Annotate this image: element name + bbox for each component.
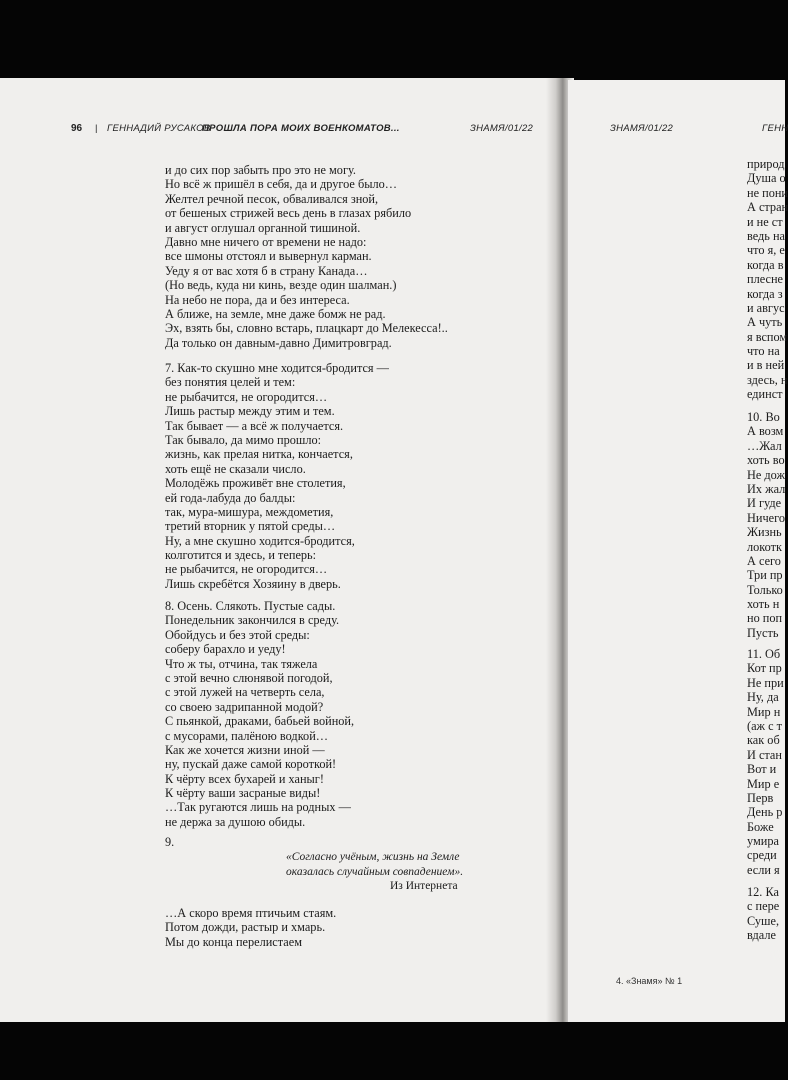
poem-line: Пусть bbox=[747, 625, 779, 640]
poem-line: И гуде bbox=[747, 496, 782, 511]
epigraph-line: «Согласно учёным, жизнь на Земле bbox=[286, 851, 460, 863]
poem-line: Как же хочется жизни иной — bbox=[165, 742, 325, 757]
poem-line: (Но ведь, куда ни кинь, везде один шалман.) bbox=[165, 278, 397, 293]
poem-line: хоть ещё не сказали число. bbox=[165, 461, 306, 476]
poem-line: Желтел речной песок, обваливался зной, bbox=[165, 191, 379, 206]
poem-line: И стан bbox=[747, 747, 782, 762]
poem-line: Не при bbox=[747, 675, 784, 690]
poem-line: не пони bbox=[747, 185, 788, 200]
poem-line: Так бывает — а всё ж получается. bbox=[165, 418, 344, 433]
poem-line: хоть н bbox=[747, 597, 780, 612]
poem-line: локотк bbox=[747, 539, 782, 554]
poem-line: На небо не пора, да и без интереса. bbox=[165, 292, 350, 307]
poem-line: Боже bbox=[747, 819, 774, 834]
poem-line: Не дож bbox=[747, 467, 786, 482]
poem-line: с этой вечно слюнявой погодой, bbox=[165, 670, 333, 685]
poem-line: А сего bbox=[747, 553, 781, 568]
poem-line: Мир н bbox=[747, 704, 781, 719]
right-stanza-11 bbox=[747, 647, 784, 877]
poem-line: если я bbox=[747, 862, 780, 877]
poem-line: со своею задрипанной модой? bbox=[165, 699, 324, 714]
poem-line: Лишь скребётся Хозяину в дверь. bbox=[165, 576, 341, 591]
epigraph-source: Из Интернета bbox=[390, 880, 458, 892]
stanza-continuation bbox=[165, 163, 448, 350]
epigraph-line: оказалась случайным совпадением». bbox=[286, 866, 464, 878]
header-author-fragment: ГЕНН bbox=[762, 123, 788, 134]
poem-line: умира bbox=[747, 834, 779, 849]
poem-line: здесь, н bbox=[747, 372, 788, 387]
poem-line: что я, е bbox=[747, 243, 785, 258]
poem-line: Давно мне ничего от времени не надо: bbox=[165, 234, 367, 249]
header-title: ПРОШЛА ПОРА МОИХ ВОЕНКОМАТОВ... bbox=[202, 123, 400, 134]
poem-line: с пере bbox=[747, 899, 780, 914]
poem-line: не рыбачится, не огородится… bbox=[165, 562, 328, 577]
poem-line: …Жал bbox=[747, 438, 782, 453]
right-stanza-12 bbox=[747, 885, 779, 943]
poem-line: Ничего bbox=[747, 510, 785, 525]
poem-line: так, мура-мишура, междометия, bbox=[165, 504, 334, 519]
poem-line: К чёрту ваши засраные виды! bbox=[165, 786, 321, 801]
poem-line: и в ней bbox=[747, 358, 785, 373]
right-stanza-continuation bbox=[747, 157, 788, 402]
poem-line: когда в bbox=[747, 257, 784, 272]
poem-line: ей года-лабуда до балды: bbox=[165, 490, 296, 505]
poem-line: Потом дожди, растыр и хмарь. bbox=[165, 920, 326, 935]
poem-line: и до сих пор забыть про это не могу. bbox=[165, 163, 356, 177]
poem-line: как об bbox=[747, 733, 780, 748]
page-number: 96 bbox=[71, 123, 83, 134]
poem-line: Эх, взять бы, словно встарь, плацкарт до Мелекесса!.. bbox=[165, 321, 448, 336]
poem-line: 12. Ка bbox=[747, 885, 779, 899]
stanza-number: 9. bbox=[165, 835, 175, 849]
poem-line: Душа о bbox=[747, 171, 786, 186]
poem-line: Кот пр bbox=[747, 661, 782, 676]
poem-line: Суше, bbox=[747, 913, 780, 928]
poem-line: не рыбачится, не огородится… bbox=[165, 389, 328, 404]
poem-line: все шмоны отстоял и вывернул карман. bbox=[165, 249, 372, 264]
poem-line: Что ж ты, отчина, так тяжела bbox=[165, 656, 318, 671]
poem-line: А чуть bbox=[747, 315, 783, 330]
poem-line: что на bbox=[747, 344, 780, 359]
poem-line: с этой лужей на четверть села, bbox=[165, 685, 325, 700]
right-page bbox=[568, 80, 788, 1022]
poem-line: 11. Об bbox=[747, 647, 781, 661]
poem-line: А ближе, на земле, мне даже бомж не рад. bbox=[165, 306, 386, 321]
poem-line: но поп bbox=[747, 611, 783, 626]
poem-line: …Так ругаются лишь на родных — bbox=[165, 800, 351, 815]
poem-line: Обойдусь и без этой среды: bbox=[165, 627, 310, 642]
poem-line: колготится и здесь, и теперь: bbox=[165, 548, 317, 563]
poem-line: Мы до конца перелистаем bbox=[165, 934, 302, 949]
left-page bbox=[0, 78, 556, 1022]
stanza-7 bbox=[165, 361, 389, 591]
poem-line: соберу барахло и уеду! bbox=[165, 642, 286, 657]
poem-line: Только bbox=[747, 582, 783, 597]
poem-line: С пьянкой, драками, бабьей войной, bbox=[165, 714, 355, 729]
signature-mark: 4. «Знамя» № 1 bbox=[616, 976, 683, 986]
header-journal: ЗНАМЯ/01/22 bbox=[470, 123, 534, 134]
poem-line: Ну, а мне скушно ходится-бродится, bbox=[165, 533, 355, 548]
poem-line: когда з bbox=[747, 286, 783, 301]
poem-line: ведь на bbox=[747, 228, 786, 243]
header-separator: | bbox=[95, 123, 98, 134]
poem-line: и не ст bbox=[747, 214, 783, 229]
poem-line: ну, пускай даже самой короткой! bbox=[165, 757, 337, 772]
poem-line: я вспом bbox=[747, 329, 788, 344]
poem-line: жизнь, как прелая нитка, кончается, bbox=[165, 447, 353, 462]
poem-line: Да только он давным-давно Димитровград. bbox=[165, 335, 392, 350]
poem-line: А стран bbox=[747, 200, 788, 215]
poem-line: Молодёжь проживёт вне столетия, bbox=[165, 476, 346, 491]
poem-line: (аж с т bbox=[747, 718, 783, 733]
poem-line: К чёрту всех бухарей и ханыг! bbox=[165, 771, 324, 786]
poem-line: Их жал bbox=[747, 481, 786, 496]
poem-line: Понедельник закончился в среду. bbox=[165, 613, 340, 628]
poem-line: и август оглушал органной тишиной. bbox=[165, 220, 361, 235]
poem-line: 7. Как-то скушно мне ходится-бродится — bbox=[165, 361, 389, 375]
poem-line: вдале bbox=[747, 928, 776, 943]
poem-line: Ну, да bbox=[747, 690, 779, 705]
poem-line: Лишь растыр между этим и тем. bbox=[165, 404, 335, 419]
poem-line: природ bbox=[747, 157, 785, 171]
poem-line: среди bbox=[747, 848, 777, 863]
poem-line: с мусорами, палёною водкой… bbox=[165, 728, 329, 743]
stanza-9 bbox=[165, 906, 336, 949]
poem-line: Но всё ж пришёл в себя, да и другое было… bbox=[165, 177, 398, 192]
running-header-right bbox=[568, 123, 788, 139]
header-journal-right: ЗНАМЯ/01/22 bbox=[610, 123, 674, 134]
epigraph bbox=[286, 850, 463, 880]
poem-line: 8. Осень. Слякоть. Пустые сады. bbox=[165, 599, 336, 613]
running-header-left bbox=[0, 123, 556, 139]
poem-line: плесне bbox=[747, 272, 783, 287]
poem-line: Уеду я от вас хотя б в страну Канада… bbox=[165, 263, 368, 278]
header-author: ГЕННАДИЙ РУСАКОВ bbox=[107, 123, 211, 134]
poem-line: без понятия целей и тем: bbox=[165, 375, 296, 390]
poem-line: …А скоро время птичьим стаям. bbox=[165, 906, 337, 920]
poem-line: хоть во bbox=[747, 453, 785, 468]
stanza-9-number bbox=[165, 835, 174, 849]
poem-line: День р bbox=[747, 805, 783, 820]
poem-line: от бешеных стрижей весь день в глазах рябило bbox=[165, 206, 412, 221]
poem-line: 10. Во bbox=[747, 410, 780, 424]
right-stanza-10 bbox=[747, 410, 785, 640]
poem-line: третий вторник у пятой среды… bbox=[165, 519, 336, 534]
poem-line: Мир е bbox=[747, 776, 780, 791]
poem-line: А возм bbox=[747, 424, 784, 439]
poem-line: Три пр bbox=[747, 568, 783, 583]
stanza-8 bbox=[165, 599, 354, 829]
poem-line: Перв bbox=[747, 790, 774, 805]
poem-line: Так бывало, да мимо прошло: bbox=[165, 432, 322, 447]
poem-line: Вот и bbox=[747, 762, 777, 777]
poem-line: Жизнь bbox=[747, 525, 782, 540]
poem-line: и авгус bbox=[747, 300, 785, 315]
poem-line: единст bbox=[747, 387, 783, 402]
poem-line: не держа за душою обиды. bbox=[165, 814, 306, 829]
